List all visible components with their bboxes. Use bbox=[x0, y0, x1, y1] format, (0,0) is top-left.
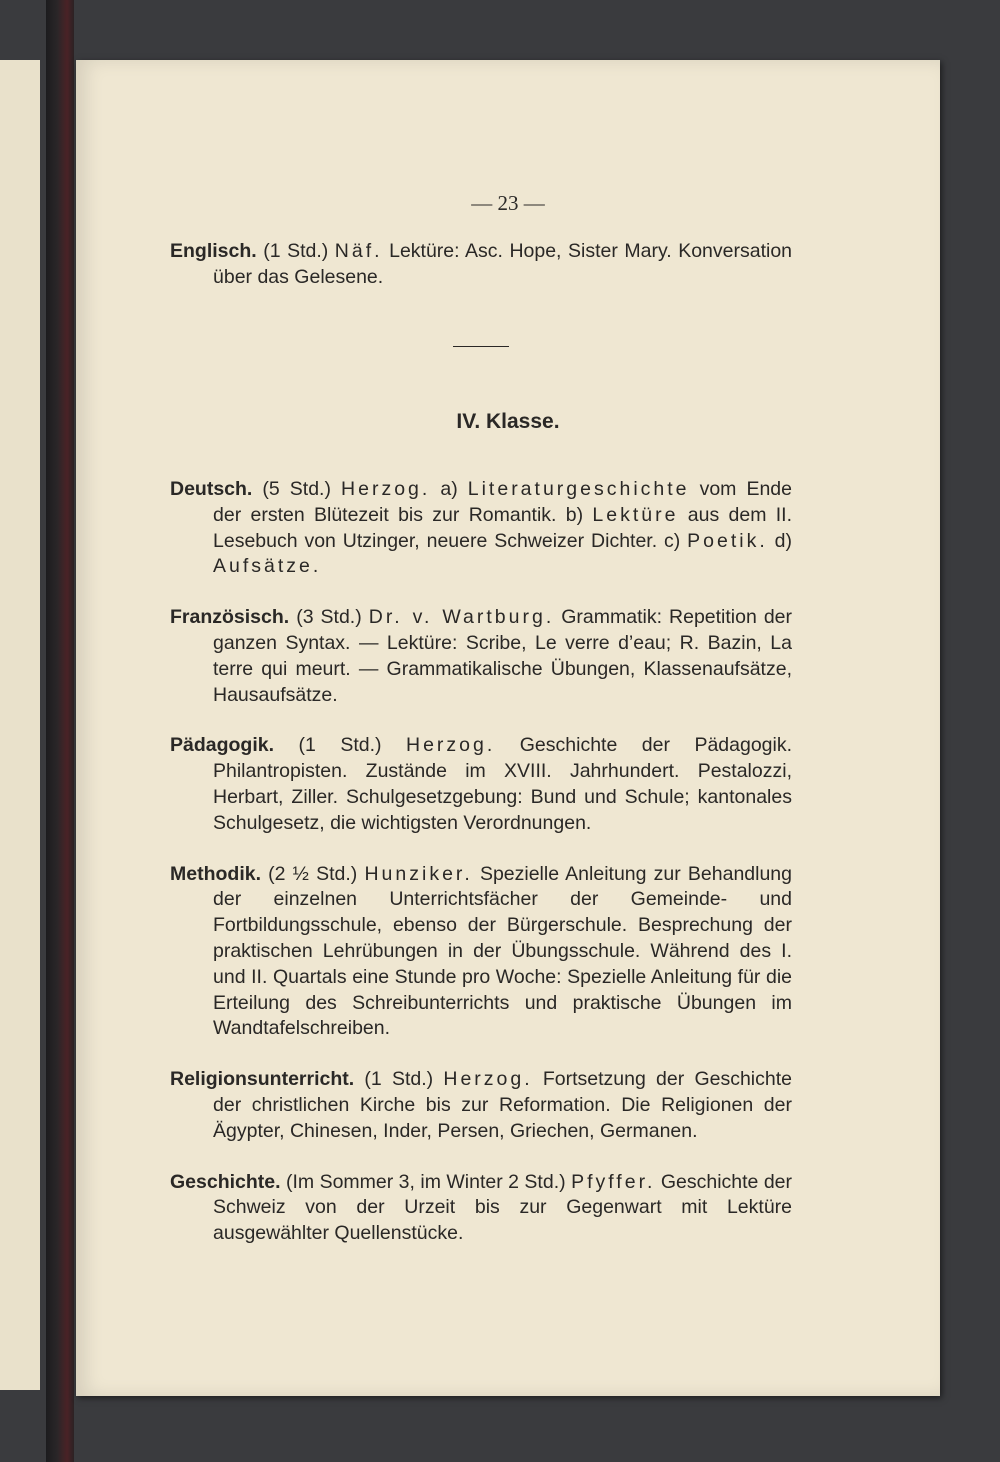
hours: (1 Std.) bbox=[364, 1068, 434, 1091]
paragraph-englisch bbox=[170, 239, 792, 291]
subject-label: Deutsch. bbox=[170, 478, 253, 500]
subject-label: Pädagogik. bbox=[170, 734, 275, 757]
teacher-name: Näf. bbox=[334, 240, 383, 262]
paragraph-franzoesisch bbox=[170, 605, 792, 708]
topic-lektuere: Lektüre bbox=[592, 503, 679, 526]
paragraph-religion bbox=[170, 1067, 792, 1144]
teacher-name: Pfyffer. bbox=[571, 1170, 656, 1193]
description: Fortsetzung der Geschichte der christlichen Kirche bis zur Reformation. Die Religionen der Ägypter, Chinesen, Inder, Persen, Griechen, Germanen. bbox=[213, 1068, 792, 1142]
topic-aufsaetze: Aufsätze. bbox=[213, 555, 322, 578]
hours: (1 Std.) bbox=[263, 240, 329, 262]
subject-label: Geschichte. bbox=[170, 1170, 281, 1193]
paragraph-paedagogik bbox=[170, 733, 792, 836]
book-spine bbox=[46, 0, 74, 1462]
teacher-name: Herzog. bbox=[341, 478, 431, 500]
description: a) bbox=[440, 478, 458, 500]
teacher-name: Herzog. bbox=[406, 734, 496, 757]
paragraph-methodik bbox=[170, 862, 792, 1043]
topic-poetik: Poetik. bbox=[687, 529, 768, 552]
subject-label: Englisch. bbox=[170, 240, 257, 262]
section-iv-klasse bbox=[170, 477, 792, 1247]
subject-label: Methodik. bbox=[170, 862, 261, 885]
section-divider bbox=[453, 346, 509, 347]
hours: (5 Std.) bbox=[262, 478, 331, 500]
description: d) bbox=[774, 529, 793, 552]
teacher-name: Hunziker. bbox=[364, 862, 473, 885]
description: Geschichte der Schweiz von der Urzeit bis zur Gegenwart mit Lektüre ausgewählter Quellenstücke. bbox=[213, 1170, 793, 1245]
subject-label: Religionsunterricht. bbox=[170, 1068, 355, 1091]
hours: (Im Sommer 3, im Winter 2 Std.) bbox=[285, 1170, 566, 1193]
description: vom Ende der ersten Blütezeit bis zur Romantik. b) bbox=[213, 478, 792, 526]
previous-page-edge bbox=[0, 60, 40, 1390]
class-heading: IV. Klasse. bbox=[456, 410, 560, 433]
section-englisch bbox=[170, 239, 792, 291]
description: Geschichte der Pädagogik. Philantropisten. Zustände im XVIII. Jahrhundert. Pestalozzi, Herbart, Ziller. Schulgesetzgebung: Bund und Schule; kantonales Schulgesetz, die wichtigsten Verordnungen. bbox=[213, 734, 793, 834]
hours: (2 ½ Std.) bbox=[268, 862, 358, 885]
paragraph-geschichte bbox=[170, 1170, 792, 1247]
hours: (3 Std.) bbox=[296, 606, 362, 629]
teacher-name: Dr. v. Wartburg. bbox=[368, 606, 555, 629]
teacher-name: Herzog. bbox=[443, 1068, 533, 1091]
description: Grammatik: Repetition der ganzen Syntax. — Lektüre: Scribe, Le verre d’eau; R. Bazin, La terre qui meurt. — Grammatikalische Übungen, Klassenaufsätze, Hausaufsätze. bbox=[213, 606, 793, 706]
page-number: — 23 — bbox=[471, 191, 545, 215]
paragraph-deutsch bbox=[170, 477, 792, 580]
book-page bbox=[76, 60, 940, 1396]
subject-label: Französisch. bbox=[170, 606, 290, 629]
description: Lektüre: Asc. Hope, Sister Mary. Konversation über das Gelesene. bbox=[213, 240, 793, 288]
description: aus dem II. Lesebuch von Utzinger, neuere Schweizer Dichter. c) bbox=[213, 503, 793, 552]
description: Spezielle Anleitung zur Behandlung der einzelnen Unterrichtsfächer der Gemeinde- und Fortbildungsschule, ebenso der Bürgerschule. Besprechung der praktischen Lehrübungen in der Übungsschule. Während des I. und II. Quartals eine Stunde pro Woche: Spezielle Anleitung für die Erteilung des Schreibunterrichts und praktische Übungen im Wandtafelschreiben. bbox=[213, 862, 792, 1040]
hours: (1 Std.) bbox=[298, 734, 382, 757]
topic-literaturgeschichte: Literaturgeschichte bbox=[467, 478, 690, 500]
